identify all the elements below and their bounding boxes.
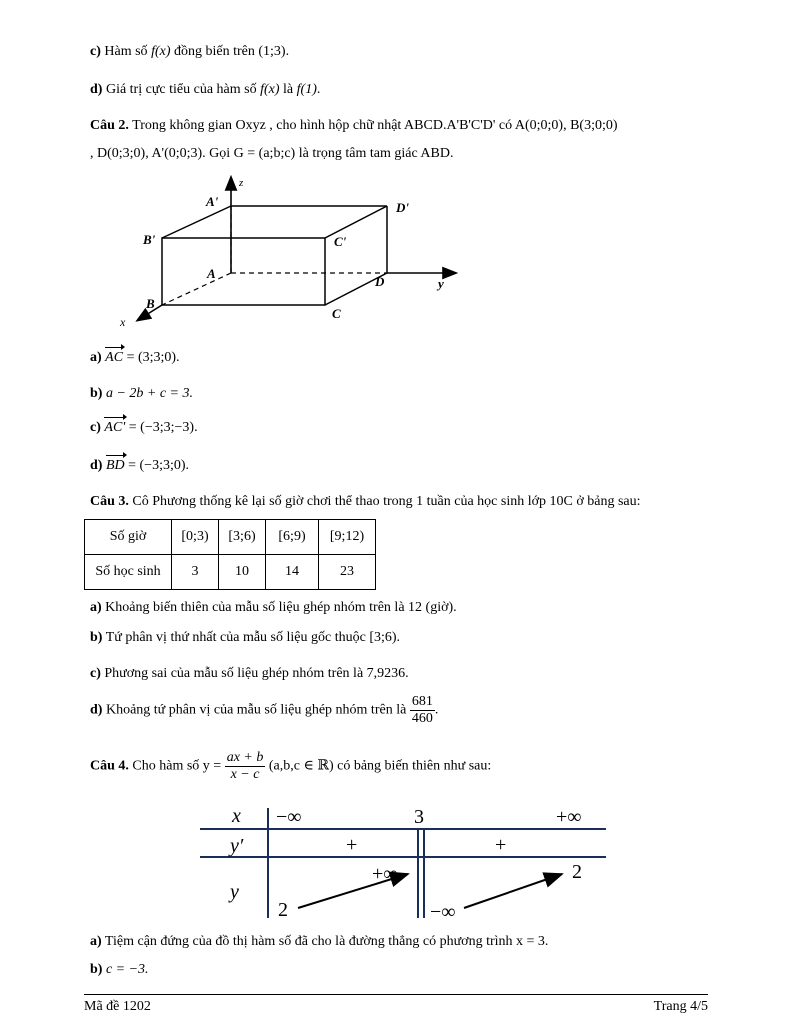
page-footer [84,994,708,1014]
label-z: z [239,177,244,189]
q3-option-c: c) Phương sai của mẫu số liệu ghép nhóm trên là 7,9236. [90,666,409,681]
label-x: x [120,315,126,329]
q2-stem-line1 [90,118,618,134]
q4-option-a: a) Tiệm cận đứng của đồ thị hàm số đã cho là đường thẳng có phương trình x = 3. [90,934,549,949]
q1-option-d: d) Giá trị cực tiểu của hàm số f(x) là f(1). [90,82,321,97]
vector-AC: AC [105,350,124,365]
svg-text:−∞: −∞ [276,806,302,828]
q1-c-label: c) [90,44,101,59]
q4-stem: Câu 4. Cho hàm số y = $\frac{ax + b}{x - c}$ (a,b,c ∈ ℝ) có bảng biến thiên như sau: [90,750,492,782]
vt-y-label: y [230,881,239,903]
q4-fraction: $\frac{ax + b}{x - c}$ [226,750,264,782]
q1-c-func: f(x) [151,44,171,59]
label-A: A [207,266,216,281]
svg-text:+: + [495,834,507,856]
vt-x-label: x [232,805,241,827]
svg-text:+∞: +∞ [372,863,398,885]
q2-option-d: d) BD = (−3;3;0). [90,458,190,473]
vt-arrow-right [464,874,562,908]
q3-option-b: b) Tứ phân vị thứ nhất của mẫu số liệu gốc thuộc [3;6). [90,630,401,645]
q2-stem1: Trong không gian Oxyz , cho hình hộp chữ nhật ABCD.A'B'C'D' có A(0;0;0), B(3;0;0) [132,118,618,133]
label-D1: D' [396,200,409,215]
svg-text:+: + [346,834,358,856]
front-face [162,238,325,305]
table-row: Số giờ [0;3) [3;6) [6;9) [9;12) [85,520,376,555]
vector-BD: BD [105,458,125,473]
label-D: D [375,274,385,289]
q3-option-d: d) Khoảng tứ phân vị của mẫu số liệu ghép nhóm trên là $\frac{681}{460}$ . [90,694,439,726]
table-row: Số học sinh 3 10 14 23 [85,555,376,590]
q4-option-b: b) c = −3. [90,962,149,977]
variation-table [200,800,606,925]
q1-d-label: d) [90,82,103,97]
q3-title: Câu 3. [90,494,129,509]
q2-stem2: , D(0;3;0), A'(0;0;3). Gọi G = (a;b;c) là trọng tâm tam giác ABD. [90,146,454,161]
q1-option-c: c) Hàm số f(x) đồng biến trên (1;3). [90,44,290,59]
fraction: $\frac{681}{460}$ [411,694,433,726]
q1-c-mid: đồng biến trên [174,44,255,59]
q2-option-a: a) AC = (3;3;0). [90,350,180,365]
label-C: C [332,306,341,321]
svg-text:+∞: +∞ [556,806,582,828]
svg-text:2: 2 [278,899,288,921]
page-number: Trang 4/5 [653,999,708,1014]
q1-d-value: f(1) [296,82,317,97]
q1-c-text: Hàm số [104,44,148,59]
label-A1: A' [206,194,219,209]
label-y: y [438,276,444,291]
q1-c-interval: (1;3) [258,44,286,59]
label-B1: B' [143,232,156,247]
q4-title: Câu 4. [90,758,129,774]
vt-arrow-left [298,874,408,908]
label-C1: C' [334,234,347,249]
hours-table [84,519,376,590]
q1-d-func: f(x) [260,82,280,97]
q3-option-a: a) Khoảng biến thiên của mẫu số liệu ghép nhóm trên là 12 (giờ). [90,600,457,615]
q2-option-b: b) a − 2b + c = 3. [90,386,194,401]
vector-AC1: AC' [104,420,126,435]
svg-text:2: 2 [572,861,582,883]
q1-d-text: Giá trị cực tiểu của hàm số [105,82,257,97]
vt-y1-label: y′ [230,835,244,857]
svg-text:−∞: −∞ [430,901,456,923]
q3-stem: Câu 3. Cô Phương thống kê lại số giờ chơi thể thao trong 1 tuần của học sinh lớp 10C ở bảng sau: [90,494,641,509]
q2-option-c: c) AC' = (−3;3;−3). [90,420,198,435]
label-B: B [146,296,155,311]
q1-d-mid: là [283,82,294,97]
cuboid-figure [110,170,470,335]
q2-stem-line2 [90,146,453,162]
q2-title: Câu 2. [90,118,129,133]
exam-code: Mã đề 1202 [84,999,151,1014]
svg-text:3: 3 [414,806,424,828]
